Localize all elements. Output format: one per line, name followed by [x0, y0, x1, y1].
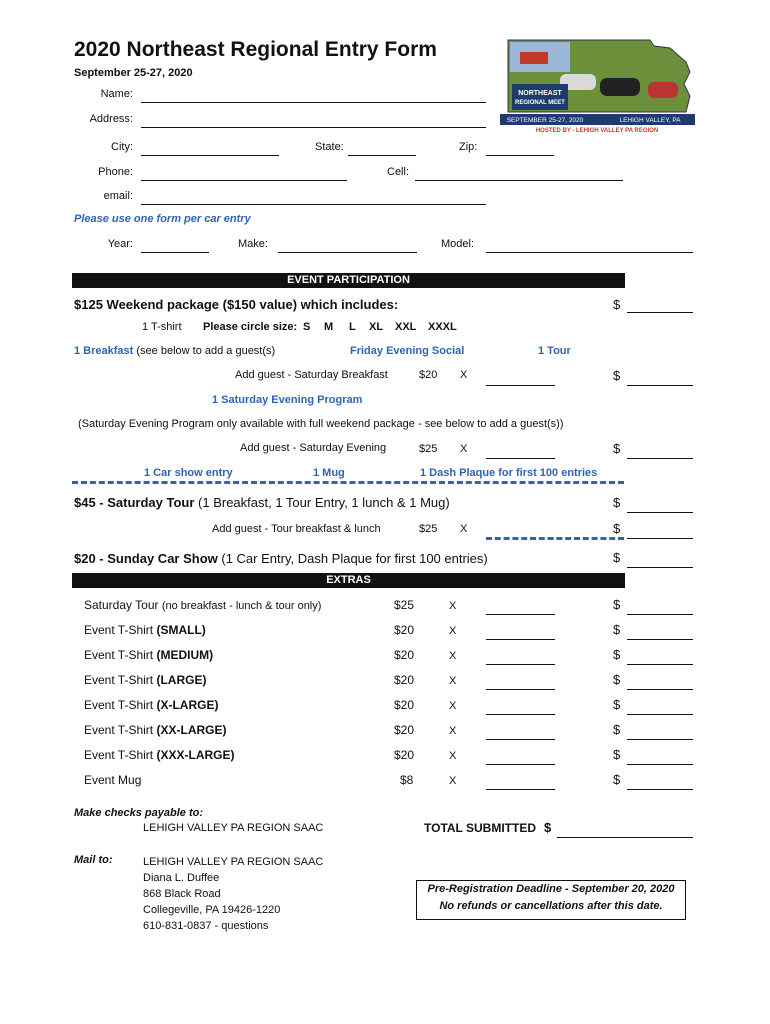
extra-item-name: Event T-Shirt	[84, 673, 154, 687]
extra-amount-field[interactable]	[627, 775, 693, 790]
times-sign: X	[449, 775, 457, 787]
extra-item-detail: (SMALL)	[156, 623, 206, 637]
dollar-sign: $	[613, 368, 621, 383]
deadline-text: Pre-Registration Deadline - September 20, 2020	[427, 883, 675, 895]
address-label: Address:	[89, 113, 133, 125]
extra-amount-field[interactable]	[627, 700, 693, 715]
extra-item-price: $20	[394, 748, 415, 762]
tour-label: 1 Tour	[538, 345, 571, 357]
breakfast-note: (see below to add a guest(s)	[136, 345, 276, 357]
zip-label: Zip:	[459, 141, 478, 153]
sunday-show-title: $20 - Sunday Car Show	[74, 551, 218, 566]
make-label: Make:	[238, 238, 268, 250]
dollar-sign: $	[613, 647, 621, 662]
extra-item	[84, 623, 206, 637]
dollar-sign: $	[613, 622, 621, 637]
refund-policy-text: No refunds or cancellations after this date.	[439, 900, 663, 912]
extra-item	[84, 648, 213, 662]
tshirt-label: 1 T-shirt	[142, 321, 182, 333]
guest-tour-amount-field[interactable]	[627, 524, 693, 539]
model-field[interactable]	[486, 238, 693, 253]
city-field[interactable]	[141, 141, 279, 156]
extra-item-detail: (no breakfast - lunch & tour only)	[161, 600, 322, 612]
extra-item-detail: (LARGE)	[156, 673, 207, 687]
extra-item	[84, 598, 321, 612]
checks-payable-label: Make checks payable to:	[74, 807, 204, 819]
guest-breakfast-label: Add guest - Saturday Breakfast	[235, 369, 388, 381]
extra-item-price: $20	[394, 698, 415, 712]
guest-evening-qty-field[interactable]	[486, 444, 555, 459]
guest-breakfast-qty-field[interactable]	[486, 371, 555, 386]
dollar-sign: $	[613, 772, 621, 787]
extra-qty-field[interactable]	[486, 650, 555, 665]
dollar-sign: $	[613, 521, 621, 536]
extra-qty-field[interactable]	[486, 750, 555, 765]
mail-line: Collegeville, PA 19426-1220	[143, 904, 281, 916]
city-label: City:	[111, 141, 133, 153]
cell-field[interactable]	[415, 166, 623, 181]
guest-evening-amount-field[interactable]	[627, 444, 693, 459]
breakfast-line	[74, 345, 275, 357]
logo-hosted: HOSTED BY - LEHIGH VALLEY PA REGION	[535, 128, 659, 134]
logo-banner-right: LEHIGH VALLEY, PA	[619, 117, 681, 124]
extra-item	[84, 698, 218, 712]
logo-line1: NORTHEAST	[518, 90, 562, 97]
make-field[interactable]	[278, 238, 417, 253]
extra-amount-field[interactable]	[627, 725, 693, 740]
extra-item-name: Event T-Shirt	[84, 723, 154, 737]
name-field[interactable]	[141, 88, 486, 103]
sunday-show-line	[74, 551, 488, 566]
extra-item-price: $20	[394, 648, 415, 662]
dollar-sign: $	[613, 550, 621, 565]
sunday-show-amount-field[interactable]	[627, 553, 693, 568]
mail-line: Diana L. Duffee	[143, 872, 220, 884]
total-submitted-label: TOTAL SUBMITTED	[424, 821, 536, 835]
times-sign: X	[460, 443, 468, 455]
mail-to-label: Mail to:	[74, 854, 113, 866]
saturday-tour-title: $45 - Saturday Tour	[74, 495, 195, 510]
logo-line2: REGIONAL MEET	[515, 100, 565, 106]
extra-item-price: $20	[394, 673, 415, 687]
times-sign: X	[460, 369, 468, 381]
extras-header: EXTRAS	[72, 573, 625, 588]
weekend-package-title: $125 Weekend package ($150 value) which includes:	[74, 297, 399, 312]
northeast-regional-logo	[500, 38, 695, 134]
extra-item-detail: (XX-LARGE)	[156, 723, 227, 737]
year-field[interactable]	[141, 238, 209, 253]
times-sign: X	[449, 625, 457, 637]
dollar-sign: $	[613, 441, 621, 456]
dollar-sign: $	[613, 597, 621, 612]
mug-label: 1 Mug	[313, 467, 345, 479]
dollar-sign: $	[613, 722, 621, 737]
model-label: Model:	[441, 238, 475, 250]
friday-social-label: Friday Evening Social	[350, 345, 465, 357]
dollar-sign: $	[613, 672, 621, 687]
phone-label: Phone:	[98, 166, 133, 178]
page-title: 2020 Northeast Regional Entry Form	[74, 38, 437, 61]
extra-amount-field[interactable]	[627, 675, 693, 690]
size-option-xxl[interactable]: XXL	[395, 321, 417, 333]
extra-item-name: Event T-Shirt	[84, 648, 154, 662]
program-note: (Saturday Evening Program only available with full weekend package - see below to add a guest(s))	[78, 418, 564, 430]
extra-item-name: Saturday Tour	[84, 598, 159, 612]
times-sign: X	[449, 750, 457, 762]
dollar-sign: $	[613, 747, 621, 762]
extra-item-detail: (XXX-LARGE)	[156, 748, 235, 762]
size-option-xl[interactable]: XL	[369, 321, 384, 333]
cell-label: Cell:	[387, 166, 410, 178]
guest-evening-label: Add guest - Saturday Evening	[240, 442, 387, 454]
times-sign: X	[449, 700, 457, 712]
size-option-l[interactable]: L	[349, 321, 356, 333]
size-option-xxxl[interactable]: XXXL	[428, 321, 457, 333]
guest-evening-price: $25	[419, 443, 438, 455]
extra-item-price: $8	[400, 773, 414, 787]
logo-banner-left: SEPTEMBER 25-27, 2020	[506, 117, 584, 124]
guest-tour-price: $25	[419, 523, 438, 535]
guest-tour-label: Add guest - Tour breakfast & lunch	[212, 523, 381, 535]
extra-item	[84, 673, 206, 687]
times-sign: X	[449, 600, 457, 612]
state-field[interactable]	[348, 141, 416, 156]
extra-amount-field[interactable]	[627, 600, 693, 615]
dollar-sign: $	[613, 297, 621, 312]
sunday-show-detail: (1 Car Entry, Dash Plaque for first 100 entries)	[217, 551, 488, 566]
extra-qty-field[interactable]	[486, 725, 555, 740]
car-show-entry-label: 1 Car show entry	[144, 467, 233, 479]
payee-name: LEHIGH VALLEY PA REGION SAAC	[143, 822, 324, 834]
guest-breakfast-amount-field[interactable]	[627, 371, 693, 386]
extra-qty-field[interactable]	[486, 700, 555, 715]
extra-item	[84, 748, 234, 762]
extra-item-name: Event Mug	[84, 773, 142, 787]
times-sign: X	[449, 725, 457, 737]
extra-amount-field[interactable]	[627, 750, 693, 765]
total-amount-field[interactable]	[557, 823, 693, 838]
mail-line: 868 Black Road	[143, 888, 221, 900]
extra-item-price: $20	[394, 623, 415, 637]
dollar-sign: $	[544, 820, 552, 835]
saturday-tour-detail: (1 Breakfast, 1 Tour Entry, 1 lunch & 1 Mug)	[194, 495, 450, 510]
weekend-divider	[72, 481, 624, 484]
event-dates: September 25-27, 2020	[74, 67, 193, 79]
deadline-box	[416, 880, 686, 920]
extra-item-name: Event T-Shirt	[84, 698, 154, 712]
extra-item-detail: (X-LARGE)	[156, 698, 219, 712]
breakfast-label: 1 Breakfast	[74, 345, 134, 357]
times-sign: X	[460, 523, 468, 535]
times-sign: X	[449, 650, 457, 662]
tour-divider	[486, 537, 624, 540]
size-option-s[interactable]: S	[303, 321, 311, 333]
mailing-address	[143, 854, 323, 934]
name-label: Name:	[100, 88, 133, 100]
saturday-program-label: 1 Saturday Evening Program	[212, 394, 363, 406]
address-field[interactable]	[141, 113, 486, 128]
dollar-sign: $	[613, 697, 621, 712]
extra-amount-field[interactable]	[627, 650, 693, 665]
saturday-tour-amount-field[interactable]	[627, 498, 693, 513]
extra-qty-field[interactable]	[486, 625, 555, 640]
extra-item	[84, 723, 226, 737]
dollar-sign: $	[613, 495, 621, 510]
zip-field[interactable]	[486, 141, 554, 156]
weekend-amount-field[interactable]	[627, 298, 693, 313]
mail-line: LEHIGH VALLEY PA REGION SAAC	[143, 856, 324, 868]
year-label: Year:	[107, 238, 133, 250]
extra-qty-field[interactable]	[486, 675, 555, 690]
dash-plaque-label: 1 Dash Plaque for first 100 entries	[420, 467, 598, 479]
extra-item-price: $20	[394, 723, 415, 737]
one-form-note: Please use one form per car entry	[74, 213, 251, 225]
extra-item-name: Event T-Shirt	[84, 623, 154, 637]
extra-item-price: $25	[394, 598, 415, 612]
email-label: email:	[103, 190, 133, 202]
guest-breakfast-price: $20	[419, 369, 438, 381]
event-participation-header: EVENT PARTICIPATION	[72, 273, 625, 288]
circle-size-label: Please circle size:	[203, 321, 298, 333]
email-field[interactable]	[141, 190, 486, 205]
extra-qty-field[interactable]	[486, 600, 555, 615]
state-label: State:	[315, 141, 344, 153]
phone-field[interactable]	[141, 166, 347, 181]
extra-qty-field[interactable]	[486, 775, 555, 790]
extra-amount-field[interactable]	[627, 625, 693, 640]
extra-item	[84, 773, 141, 787]
saturday-tour-line	[74, 495, 450, 510]
size-option-m[interactable]: M	[324, 321, 334, 333]
times-sign: X	[449, 675, 457, 687]
mail-line: 610-831-0837 - questions	[143, 920, 269, 932]
extra-item-name: Event T-Shirt	[84, 748, 154, 762]
extra-item-detail: (MEDIUM)	[156, 648, 214, 662]
